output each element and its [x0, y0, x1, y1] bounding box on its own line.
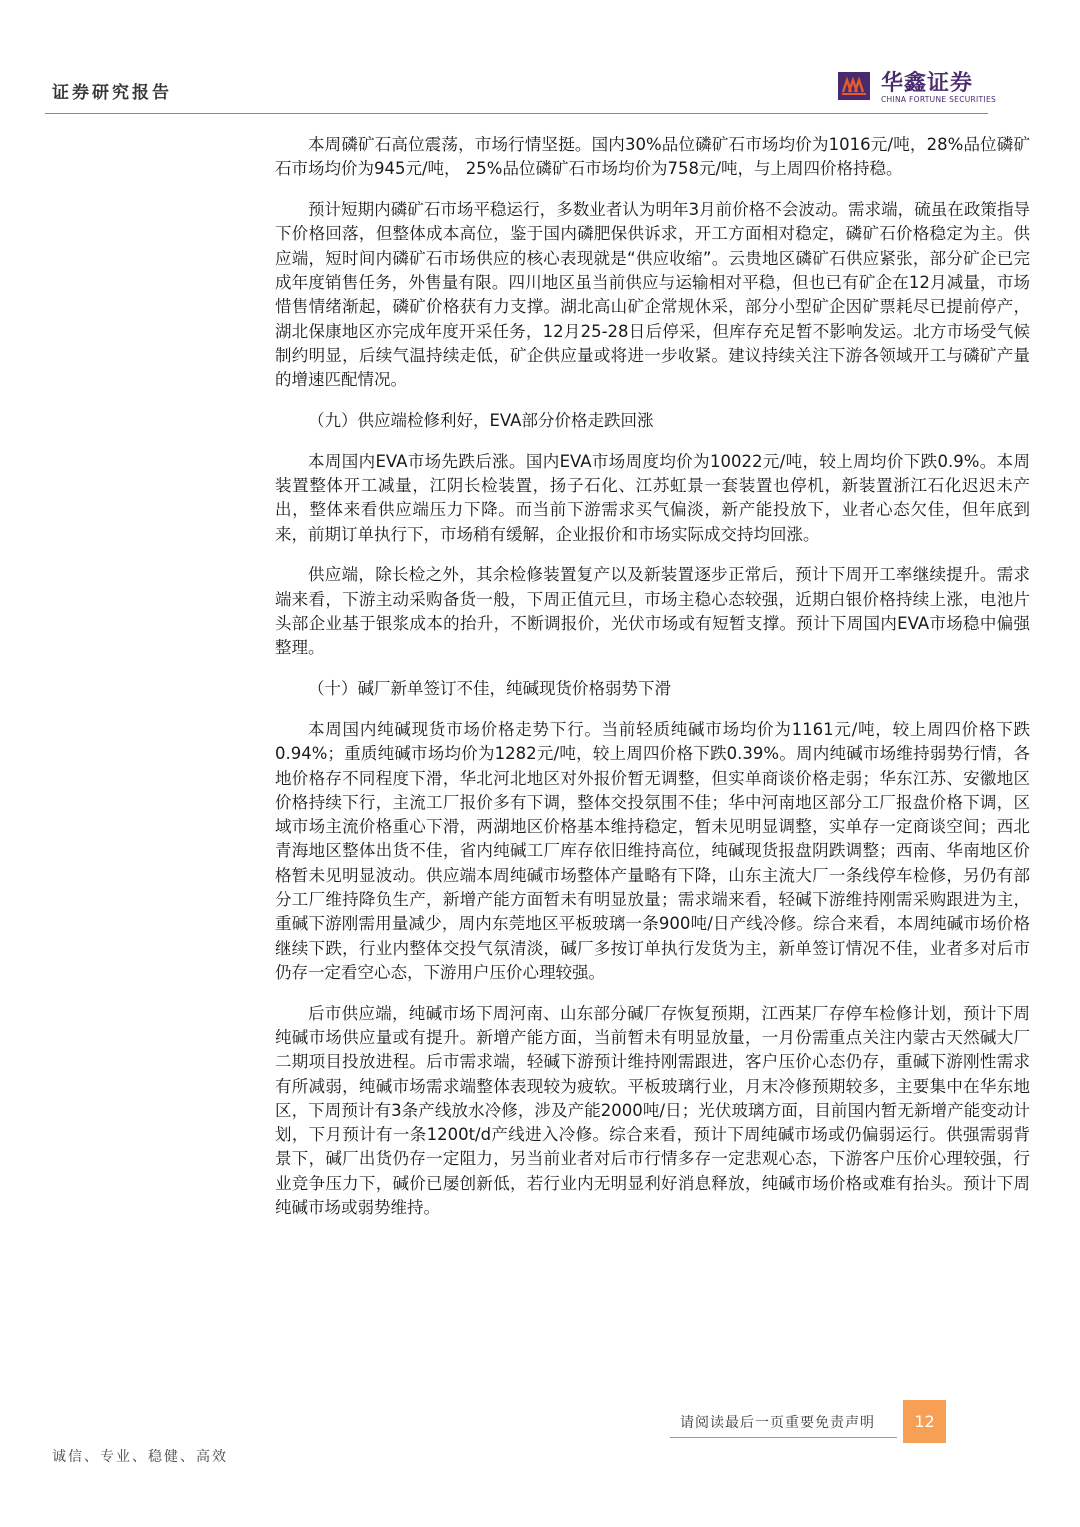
logo-emblem-icon — [838, 72, 870, 100]
paragraph-eva-market: 本周国内EVA市场先跌后涨。国内EVA市场周度均价为10022元/吨，较上周均价下跌0.9%。本周装置整体开工减量，江阴长检装置，扬子石化、江苏虹景一套装置也停机，新装置浙江石化迟迟未产出，整体来看供应端压力下降。而当前下游需求买气偏淡，新产能投放下，业者心态欠佳，但年底到来，前期订单执行下，市场稍有缓解，企业报价和市场实际成交持均回涨。 — [275, 451, 1030, 544]
paragraph-phosphate-market: 本周磷矿石高位震荡，市场行情坚挺。国内30%品位磷矿石市场均价为1016元/吨，28%品位磷矿石市场均价为945元/吨， 25%品位磷矿石市场均价为758元/吨，与上周四价格持稳。 — [275, 135, 1030, 179]
logo-chinese-name: 华鑫证券 — [881, 71, 974, 96]
company-motto: 诚信、专业、稳健、高效 — [52, 1449, 228, 1465]
paragraph-soda-ash-outlook: 后市供应端，纯碱市场下周河南、山东部分碱厂存恢复预期，江西某厂存停车检修计划，预计下周纯碱市场供应量或有提升。新增产能方面，当前暂未有明显放量，一月份需重点关注内蒙古天然碱大厂二期项目投放进程。后市需求端，轻碱下游预计维持刚需跟进，客户压价心态仍存，重碱下游刚性需求有所减弱，纯碱市场需求端整体表现较为疲软。平板玻璃行业，月末冷修预期较多，主要集中在华东地区，下周预计有3条产线放水冷修，涉及产能2000吨/日；光伏玻璃方面，目前国内暂无新增产能变动计划，下月预计有一条1200t/d产线进入冷修。综合来看，预计下周纯碱市场或仍偏弱运行。供强需弱背景下，碱厂出货仍存一定阻力，另当前业者对后市行情多存一定悲观心态，下游客户压价心理较强，行业竞争压力下，碱价已屡创新低，若行业内无明显利好消息释放，纯碱市场价格或难有抬头。预计下周纯碱市场或弱势维持。 — [275, 1003, 1030, 1218]
report-body — [275, 133, 1030, 1237]
section-heading-soda-ash: （十）碱厂新单签订不佳，纯碱现货价格弱势下滑 — [308, 679, 671, 699]
paragraph-soda-ash-market: 本周国内纯碱现货市场价格走势下行。当前轻质纯碱市场均价为1161元/吨，较上周四价格下跌0.94%；重质纯碱市场均价为1282元/吨，较上周四价格下跌0.39%。周内纯碱市场维持弱势行情，各地价格存不同程度下滑，华北河北地区对外报价暂无调整，但实单商谈价格走弱；华东江苏、安徽地区价格持续下行，主流工厂报价多有下调，整体交投氛围不佳；华中河南地区部分工厂报盘价格下调，区域市场主流价格重心下滑，两湖地区价格基本维持稳定，暂未见明显调整，实单存一定商谈空间；西北青海地区整体出货不佳，省内纯碱工厂库存依旧维持高位，纯碱现货报盘阴跌调整；西南、华南地区价格暂未见明显波动。供应端本周纯碱市场整体产量略有下降，山东主流大厂一条线停车检修，另仍有部分工厂维持降负生产，新增产能方面暂未有明显放量；需求端来看，轻碱下游维持刚需采购跟进为主，重碱下游刚需用量减少，周内东莞地区平板玻璃一条900吨/日产线冷修。综合来看，本周纯碱市场价格继续下跌，行业内整体交投气氛清淡，碱厂多按订单执行发货为主，新单签订情况不佳，业者多对后市仍存一定看空心态，下游用户压价心理较强。 — [275, 719, 1030, 982]
logo-english-name: CHINA FORTUNE SECURITIES — [881, 95, 997, 104]
paragraph-eva-outlook: 供应端，除长检之外，其余检修装置复产以及新装置逐步正常后，预计下周开工率继续提升。需求端来看，下游主动采购备货一般，下周正值元旦，市场主稳心态较强，近期白银价格持续上涨，电池片头部企业基于银浆成本的抬升，不断调报价，光伏市场或有短暂支撑。预计下周国内EVA市场稳中偏强整理。 — [275, 565, 1030, 658]
disclaimer-note: 请阅读最后一页重要免责声明 — [680, 1415, 875, 1431]
page-number-badge: 12 — [903, 1400, 946, 1443]
section-heading-eva: （九）供应端检修利好，EVA部分价格走跌回涨 — [308, 410, 654, 430]
company-logo — [838, 66, 997, 110]
paragraph-phosphate-outlook: 预计短期内磷矿石市场平稳运行，多数业者认为明年3月前价格不会波动。需求端，硫虽在政策指导下价格回落，但整体成本高位，鉴于国内磷肥保供诉求，开工方面相对稳定，磷矿石价格稳定为主。供应端，短时间内磷矿石市场供应的核心表现就是“供应收缩”。云贵地区磷矿石供应紧张，部分矿企已完成年度销售任务，外售量有限。四川地区虽当前供应与运输相对平稳，但也已有矿企在12月减量，市场惜售情绪渐起，磷矿价格获有力支撑。湖北高山矿企常规休采，部分小型矿企因矿票耗尽已提前停产，湖北保康地区亦完成年度开采任务，12月25-28日后停采，但库存充足暂不影响发运。北方市场受气候制约明显，后续气温持续走低，矿企供应量或将进一步收紧。建议持续关注下游各领域开工与磷矿产量的增速匹配情况。 — [275, 200, 1030, 390]
footer-divider — [670, 1437, 897, 1438]
header-divider — [45, 113, 988, 114]
report-type-label: 证券研究报告 — [52, 83, 172, 103]
